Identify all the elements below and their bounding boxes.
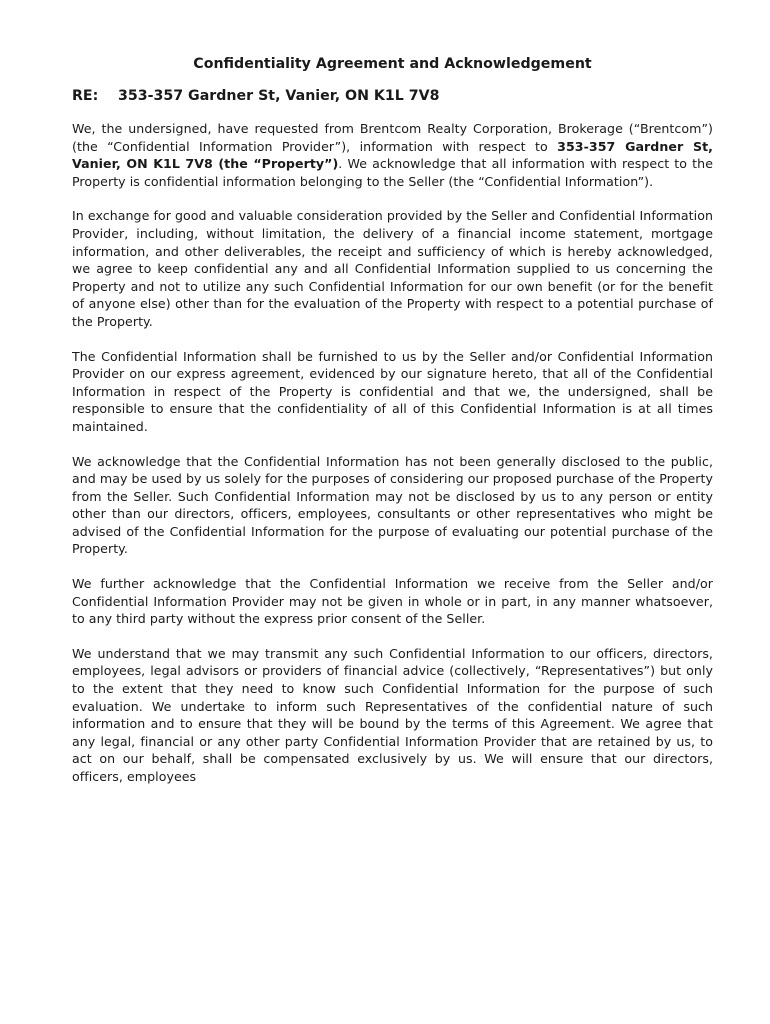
- re-line: [72, 86, 713, 106]
- paragraph-consideration: In exchange for good and valuable consideration provided by the Seller and Confidential Information Provider, including, without limitation, the delivery of a financial income statement, mortgage information, and other deliverables, the receipt and sufficiency of which is hereby acknowledged, we agree to keep confidential any and all Confidential Information supplied to us concerning the Property and not to utilize any such Confidential Information for our own benefit (or for the benefit of anyone else) other than for the evaluation of the Property with respect to a potential purchase of the Property.: [72, 208, 713, 329]
- paragraph-representatives: We understand that we may transmit any such Confidential Information to our officers, directors, employees, legal advisors or providers of financial advice (collectively, “Representatives”) but only to the extent that they need to know such Confidential Information for the purpose of such evaluation. We undertake to inform such Representatives of the confidential nature of such information and to ensure that they will be bound by the terms of this Agreement. We agree that any legal, financial or any other party Confidential Information Provider that are retained by us, to act on our behalf, shall be compensated exclusively by us. We will ensure that our directors, officers, employees: [72, 645, 713, 784]
- paragraph-furnishing: The Confidential Information shall be furnished to us by the Seller and/or Confidential Information Provider on our express agreement, evidenced by our signature hereto, that all of the Confidential Information in respect of the Property is confidential and that we, the undersigned, shall be responsible to ensure that the confidentiality of all of this Confidential Information is at all times maintained.: [72, 348, 713, 434]
- re-label: RE:: [72, 88, 99, 104]
- paragraph-request: [72, 120, 713, 190]
- paragraph-request-text-a: We, the undersigned, have requested from Brentcom Realty Corporation, Brokerage (“Brentcom”) (the “Confidential Information Provider”), information with respect to: [72, 121, 713, 154]
- document-page: [72, 54, 713, 803]
- paragraph-request-property: 353-357 Gardner St, Vanier, ON K1L 7V8 (the “Property”): [72, 138, 713, 172]
- document-title: Confidentiality Agreement and Acknowledgement: [193, 56, 592, 72]
- paragraph-disclosure: We acknowledge that the Confidential Information has not been generally disclosed to the public, and may be used by us solely for the purposes of considering our proposed purchase of the Property from the Seller. Such Confidential Information may not be disclosed by us to any person or entity other than our directors, officers, employees, consultants or other representatives who might be advised of the Confidential Information for the purpose of evaluating our potential purchase of the Property.: [72, 453, 713, 557]
- paragraph-request-text-b: . We acknowledge that all information with respect to the Property is confidential information belonging to the Seller (the “Confidential Information”).: [72, 156, 713, 189]
- paragraph-third-party: We further acknowledge that the Confidential Information we receive from the Seller and/or Confidential Information Provider may not be given in whole or in part, in any manner whatsoever, to any third party without the express prior consent of the Seller.: [72, 576, 713, 627]
- re-property-address: 353-357 Gardner St, Vanier, ON K1L 7V8: [118, 88, 440, 104]
